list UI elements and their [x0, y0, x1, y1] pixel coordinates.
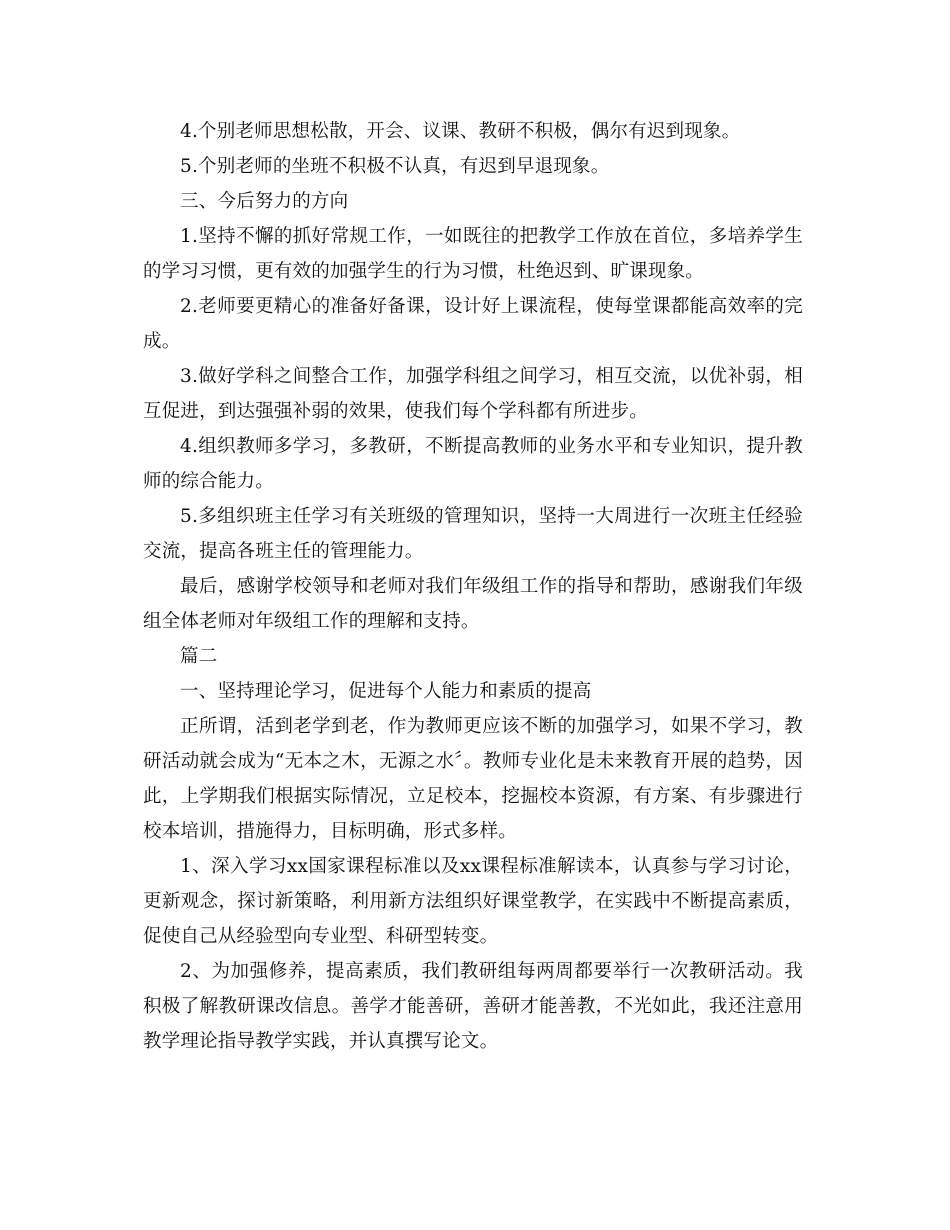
paragraph-4: 1.坚持不懈的抓好常规工作，一如既往的把教学工作放在首位，多培养学生的学习习惯，更有效的加强学生的行为习惯，杜绝迟到、旷课现象。: [143, 226, 803, 282]
paragraph-2: 5.个别老师的坐班不积极不认真，有迟到早退现象。: [180, 156, 610, 177]
paragraph-6: 3.做好学科之间整合工作，加强学科组之间学习，相互交流，以优补弱，相互促进，到达强强补弱的效果，使我们每个学科都有所进步。: [143, 366, 803, 422]
paragraph-5: 2.老师要更精心的准备好备课，设计好上课流程，使每堂课都能高效率的完成。: [143, 296, 803, 352]
paragraph-13: 1、深入学习xx国家课程标准以及xx课程标准解读本，认真参与学习讨论，更新观念，探讨新策略，利用新方法组织好课堂教学，在实践中不断提高素质，促使自己从经验型向专业型、科研型转变。: [143, 856, 803, 947]
paragraph-9: 最后，感谢学校领导和老师对我们年级组工作的指导和帮助，感谢我们年级组全体老师对年级组工作的理解和支持。: [143, 576, 803, 632]
paragraph-14: 2、为加强修养，提高素质，我们教研组每两周都要举行一次教研活动。我积极了解教研课改信息。善学才能善研，善研才能善教，不光如此，我还注意用教学理论指导教学实践，并认真撰写论文。: [143, 961, 803, 1052]
paragraph-7: 4.组织教师多学习，多教研，不断提高教师的业务水平和专业知识，提升教师的综合能力。: [143, 436, 803, 492]
paragraph-1: 4.个别老师思想松散，开会、议课、教研不积极，偶尔有迟到现象。: [180, 121, 741, 142]
paragraph-12: 正所谓，活到老学到老，作为教师更应该不断的加强学习，如果不学习，教研活动就会成为“无本之木，无源之水〞。教师专业化是未来教育开展的趋势，因此，上学期我们根据实际情况，立足校本，挖掘校本资源，有方案、有步骤进行校本培训，措施得力，目标明确，形式多样。: [143, 716, 803, 842]
section-heading-future-direction: 三、今后努力的方向: [180, 191, 349, 212]
section-heading-theory-study: 一、坚持理论学习，促进每个人能力和素质的提高: [180, 681, 592, 702]
paragraph-8: 5.多组织班主任学习有关班级的管理知识，坚持一大周进行一次班主任经验交流，提高各班主任的管理能力。: [143, 506, 803, 562]
section-heading-part-two: 篇二: [180, 646, 218, 667]
document-body: [143, 114, 803, 1059]
